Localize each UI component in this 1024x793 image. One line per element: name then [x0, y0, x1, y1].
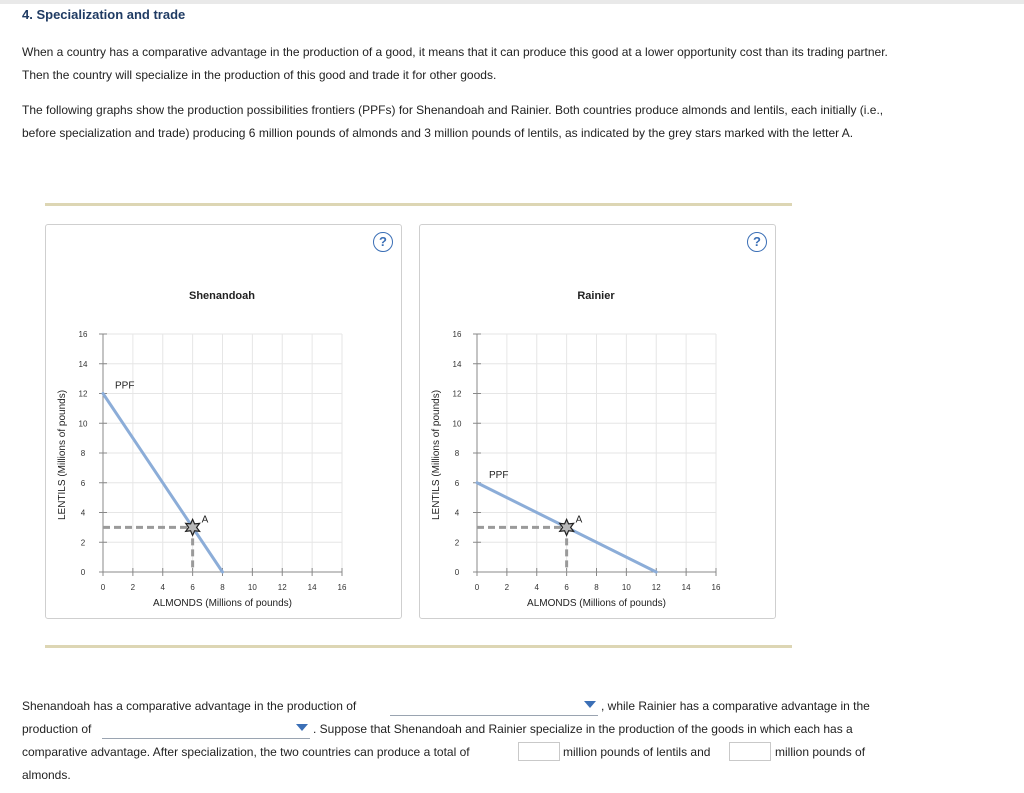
x-tick-label: 4	[160, 583, 165, 592]
question-text-7: million pounds of	[775, 745, 866, 759]
ppf-label: PPF	[115, 380, 135, 392]
total-almonds-input[interactable]	[729, 742, 771, 761]
x-tick-label: 0	[100, 583, 106, 592]
x-tick-label: 0	[474, 583, 480, 592]
chart-title: Shenandoah	[188, 290, 256, 302]
x-tick-label: 10	[247, 583, 257, 592]
x-tick-label: 10	[621, 583, 631, 592]
help-icon[interactable]: ?	[373, 232, 393, 252]
question-text-1: Shenandoah has a comparative advantage in the production of	[22, 699, 357, 713]
y-tick-label: 14	[78, 359, 88, 369]
y-tick-label: 6	[454, 478, 460, 488]
graph-area-bottom-divider	[45, 645, 792, 648]
x-tick-label: 2	[130, 583, 136, 592]
y-tick-label: 2	[80, 538, 86, 548]
good-dropdown-rainier[interactable]	[102, 720, 310, 739]
y-tick-label: 16	[452, 330, 462, 339]
shenandoah-chart	[46, 225, 401, 618]
x-tick-label: 12	[651, 583, 661, 592]
y-tick-label: 6	[80, 478, 86, 488]
y-tick-label: 8	[454, 449, 460, 458]
question-text-2: , while Rainier has a comparative advantage in the	[601, 699, 870, 713]
section-title: 4. Specialization and trade	[22, 7, 186, 22]
top-border	[0, 0, 1024, 4]
y-tick-label: 10	[452, 419, 462, 429]
x-tick-label: 16	[337, 583, 347, 592]
good-dropdown-shenandoah[interactable]	[390, 697, 598, 716]
y-axis-label: LENTILS (Millions of pounds)	[431, 389, 442, 521]
x-axis-label: ALMONDS (Millions of pounds)	[153, 598, 292, 609]
question-text-6: million pounds of lentils and	[563, 745, 711, 759]
ppf-label: PPF	[489, 469, 509, 481]
x-tick-label: 8	[594, 583, 599, 592]
x-tick-label: 16	[711, 583, 721, 592]
x-tick-label: 12	[277, 583, 287, 592]
y-tick-label: 12	[78, 389, 88, 399]
question-text-3: production of	[22, 722, 92, 736]
y-tick-label: 2	[454, 538, 460, 548]
point-a-label: A	[201, 514, 209, 526]
help-icon[interactable]: ?	[747, 232, 767, 252]
caret-down-icon	[584, 701, 596, 708]
question-text-8: almonds.	[22, 768, 71, 782]
description-paragraph: The following graphs show the production possibilities frontiers (PPFs) for Shenandoah and Rainier. Both countries produce almonds and lentils, each initially (i.e., before specialization and trade) producing 6 million pounds of almonds and 3 million pounds of lentils, as indicated by the grey stars marked with the letter A.	[22, 103, 884, 140]
rainier-graph-panel	[419, 224, 776, 619]
x-tick-label: 8	[220, 583, 225, 592]
y-tick-label: 4	[80, 508, 86, 518]
question-text-4: . Suppose that Shenandoah and Rainier specialize in the production of the goods in which each has a	[313, 722, 853, 736]
caret-down-icon	[296, 724, 308, 731]
total-lentils-input[interactable]	[518, 742, 560, 761]
y-tick-label: 0	[80, 568, 86, 577]
y-tick-label: 4	[454, 508, 460, 518]
graph-area-top-divider	[45, 203, 792, 206]
x-tick-label: 2	[504, 583, 510, 592]
y-tick-label: 8	[80, 449, 86, 458]
y-tick-label: 14	[452, 359, 462, 369]
point-a-star-icon	[560, 519, 574, 535]
x-tick-label: 14	[307, 583, 317, 592]
intro-paragraph: When a country has a comparative advantage in the production of a good, it means that it can produce this good at a lower opportunity cost than its trading partner. Then the country will specialize in the production of this good and trade it for other goods.	[22, 45, 888, 82]
chart-title: Rainier	[577, 290, 615, 302]
x-tick-label: 14	[681, 583, 691, 592]
y-tick-label: 0	[454, 568, 460, 577]
x-tick-label: 6	[564, 583, 569, 592]
shenandoah-graph-panel	[45, 224, 402, 619]
question-text-5: comparative advantage. After specialization, the two countries can produce a total of	[22, 745, 470, 759]
y-tick-label: 16	[78, 330, 88, 339]
rainier-chart	[420, 225, 775, 618]
x-tick-label: 6	[190, 583, 195, 592]
y-tick-label: 12	[452, 389, 462, 399]
x-axis-label: ALMONDS (Millions of pounds)	[527, 598, 666, 609]
x-tick-label: 4	[534, 583, 539, 592]
y-axis-label: LENTILS (Millions of pounds)	[57, 389, 68, 521]
y-tick-label: 10	[78, 419, 88, 429]
point-a-label: A	[575, 514, 583, 526]
